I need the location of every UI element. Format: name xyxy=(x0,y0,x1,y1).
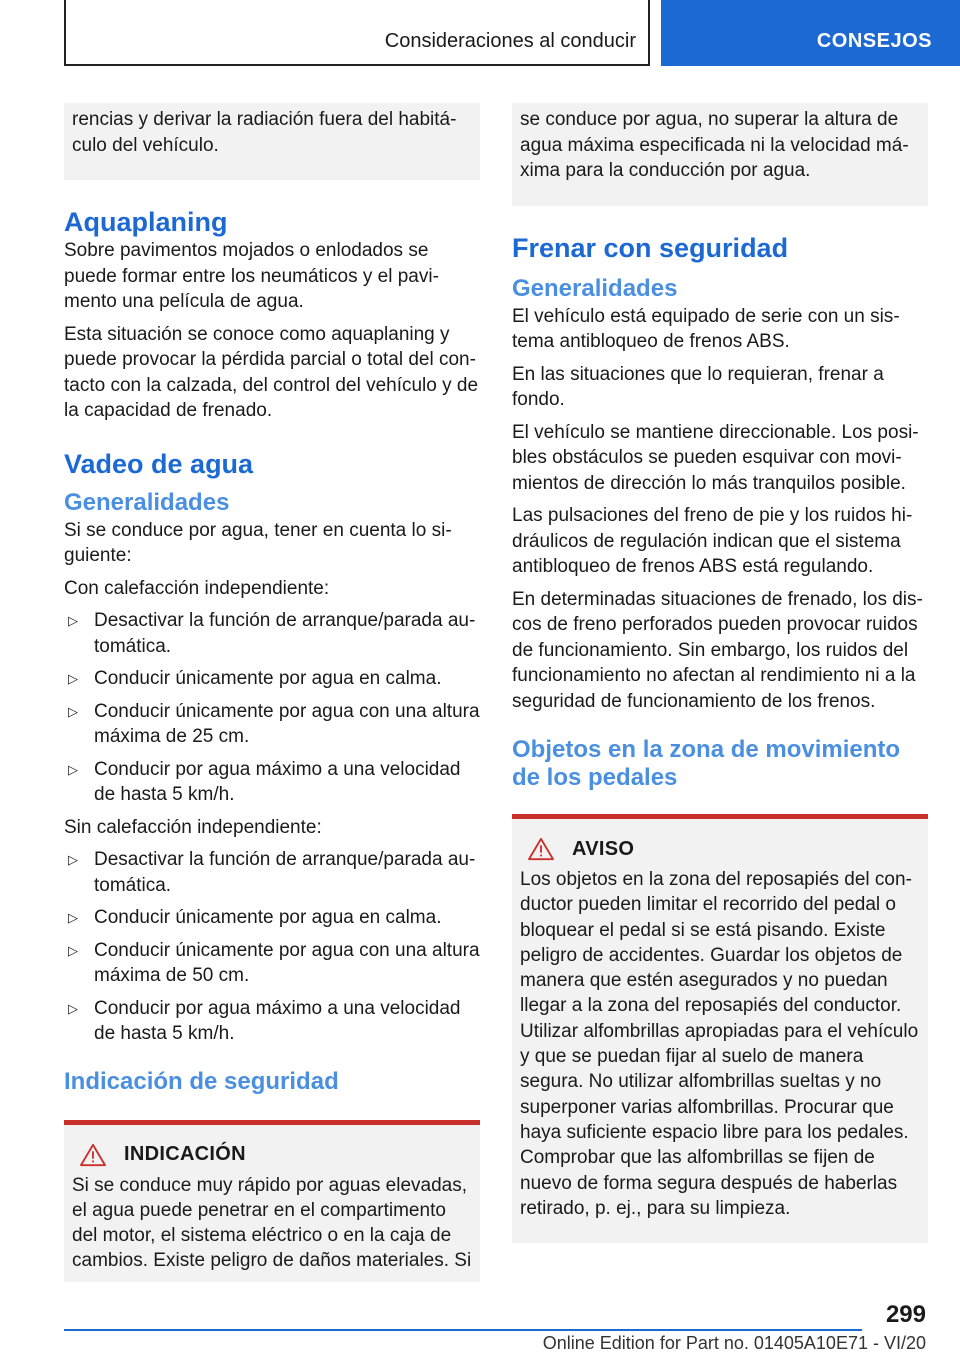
left-column xyxy=(64,103,480,1282)
chapter-tab[interactable] xyxy=(661,0,960,66)
footer-rule xyxy=(64,1329,862,1331)
page-number: 299 xyxy=(885,1301,926,1328)
heading-objetos-pedales: Objetos en la zona de movimiento de los pedales xyxy=(512,736,901,791)
heading-aquaplaning: Aquaplaning xyxy=(64,207,228,237)
notice-box xyxy=(64,1120,480,1282)
heading-indicacion-seguridad: Indicación de seguridad xyxy=(64,1067,339,1095)
continued-note-text: se conduce por agua, no superar la altura de agua máxima especificada ni la velocidad máxima para la conducción por agua. xyxy=(520,109,909,181)
warning-box xyxy=(512,814,928,1243)
triangle-bullet-icon: ▷ xyxy=(68,761,78,777)
triangle-bullet-icon: ▷ xyxy=(68,703,78,719)
paragraph: El vehículo está equipado de serie con un sistema antibloqueo de frenos ABS. xyxy=(512,305,900,352)
triangle-bullet-icon: ▷ xyxy=(68,1000,78,1016)
paragraph: El vehículo se mantiene direccionable. Los posibles obstáculos se pueden esquivar con movimientos de dirección lo más tranquilos posible. xyxy=(512,421,919,494)
header-frame-divider xyxy=(648,0,650,66)
list-intro: Sin calefacción independiente: xyxy=(64,816,322,838)
paragraph: En las situaciones que lo requieran, frenar a fondo. xyxy=(512,363,884,410)
subheading-generalidades: Generalidades xyxy=(512,274,678,302)
right-column xyxy=(512,103,928,1243)
triangle-bullet-icon: ▷ xyxy=(68,852,78,867)
triangle-bullet-icon: ▷ xyxy=(68,942,78,958)
list-with-heating xyxy=(64,608,480,808)
paragraph: Si se conduce por agua, tener en cuenta lo siguiente: xyxy=(64,519,452,566)
triangle-bullet-icon: ▷ xyxy=(68,613,78,628)
list-item: ▷ Desactivar la función de arranque/parada automática. xyxy=(68,610,476,657)
chapter-tab-label: CONSEJOS xyxy=(816,30,932,52)
notice-title: INDICACIÓN xyxy=(124,1143,246,1165)
heading-vadeo: Vadeo de agua xyxy=(64,448,254,479)
warning-triangle-icon xyxy=(78,1143,108,1167)
list-item: ▷ Conducir únicamente por agua en calma. xyxy=(64,905,480,931)
notice-text: Si se conduce muy rápido por aguas elevadas, el agua puede penetrar en el compartimento del motor, el sistema eléctrico o en la caja de cambios. Existe peligro de daños materiales. Si xyxy=(72,1174,472,1272)
paragraph: Esta situación se conoce como aquaplaning y puede provocar la pérdida parcial o total del contacto con la calzada, del control del vehículo y de la capacidad de frenado. xyxy=(64,323,479,421)
warning-title: AVISO xyxy=(572,837,635,860)
list-item: ▷ Conducir únicamente por agua en calma. xyxy=(64,666,480,692)
continued-note-box xyxy=(64,103,480,180)
paragraph: Las pulsaciones del freno de pie y los ruidos hidráulicos de regulación indican que el sistema antibloqueo de frenos ABS está regulando. xyxy=(512,505,913,577)
section-title: Consideraciones al conducir xyxy=(384,30,636,52)
list-item: ▷ Conducir únicamente por agua con una altura máxima de 50 cm. xyxy=(68,939,480,986)
paragraph: En determinadas situaciones de frenado, los discos de freno perforados pueden provocar ruidos de funcionamiento. Sin embargo, los ruidos del funcionamiento no afectan al rendimiento ni a la seguridad de funcionamiento de los frenos. xyxy=(512,588,923,712)
heading-frenar: Frenar con seguridad xyxy=(512,232,789,263)
warning-triangle-icon xyxy=(526,837,556,861)
list-item: ▷ Desactivar la función de arranque/parada automática. xyxy=(68,849,476,896)
continued-note-box xyxy=(512,103,928,206)
header-frame-bottom xyxy=(64,64,650,66)
triangle-bullet-icon: ▷ xyxy=(68,910,78,925)
continued-note-text: rencias y derivar la radiación fuera del habitáculo del vehículo. xyxy=(72,109,457,156)
warning-text: Los objetos en la zona del reposapiés del conductor pueden limitar el recorrido del pedal o bloquear el pedal si se está pisando. Existe peligro de accidentes. Guardar los objetos de manera que estén asegurados y no puedan llegar a la zona del reposapiés del conductor. Utilizar alfombrillas apropiadas para el vehículo y que se puedan fijar al suelo de manera segura. No utilizar alfombrillas sueltas y no superponer varias alfombrillas. Procurar que haya suficiente espacio libre para los pedales. Comprobar que las alfombrillas se fijen de nuevo de forma segura después de haberlas retirado, p. ej., para su limpieza. xyxy=(520,869,919,1219)
list-item: ▷ Conducir únicamente por agua con una altura máxima de 25 cm. xyxy=(68,700,480,747)
triangle-bullet-icon: ▷ xyxy=(68,671,78,686)
paragraph: Sobre pavimentos mojados o enlodados se puede formar entre los neumáticos y el pavimento una película de agua. xyxy=(64,240,439,312)
list-intro: Con calefacción independiente: xyxy=(64,577,330,599)
subheading-generalidades: Generalidades xyxy=(64,488,230,516)
edition-footer: Online Edition for Part no. 01405A10E71 - VI/20 xyxy=(542,1333,926,1353)
list-item: ▷ Conducir por agua máximo a una velocidad de hasta 5 km/h. xyxy=(68,997,461,1044)
list-item: ▷ Conducir por agua máximo a una velocidad de hasta 5 km/h. xyxy=(68,758,461,805)
list-without-heating xyxy=(64,847,480,1047)
